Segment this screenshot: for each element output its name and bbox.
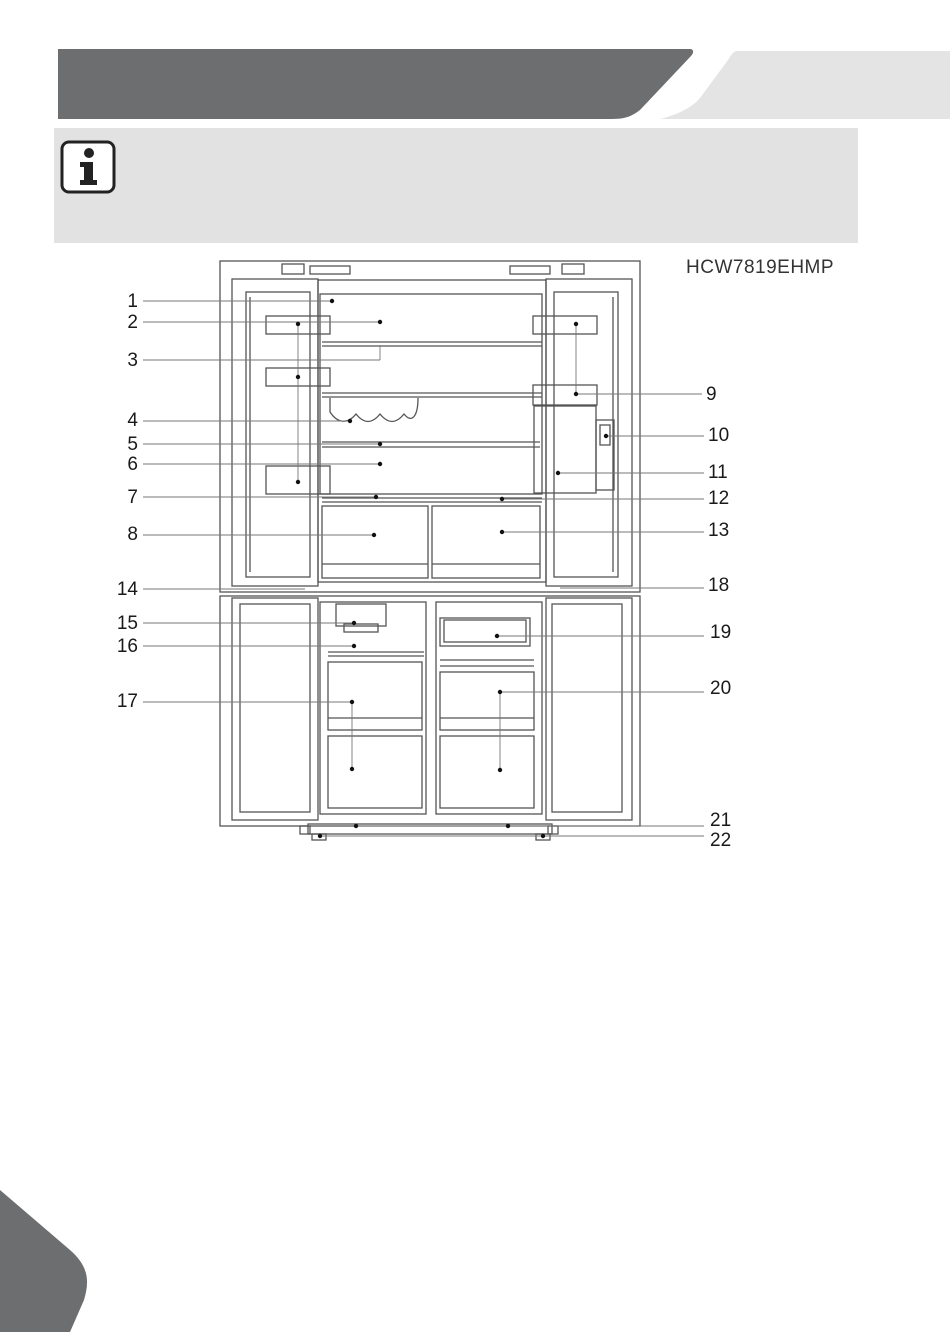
callout-13: 13: [708, 520, 730, 541]
callout-4: 4: [127, 410, 138, 431]
callout-5: 5: [127, 434, 138, 455]
callout-9: 9: [706, 384, 717, 405]
callout-18: 18: [708, 575, 730, 596]
callout-3: 3: [127, 350, 138, 371]
callout-10: 10: [708, 425, 730, 446]
callout-21: 21: [710, 810, 732, 831]
callout-12: 12: [708, 488, 730, 509]
callout-7: 7: [127, 487, 138, 508]
callout-22: 22: [710, 830, 732, 851]
callout-19: 19: [710, 622, 732, 643]
page-corner-decoration: [0, 1180, 100, 1332]
callout-15: 15: [116, 613, 138, 634]
callout-8: 8: [127, 524, 138, 545]
callout-6: 6: [127, 454, 138, 475]
callout-17: 17: [116, 691, 138, 712]
callout-11: 11: [708, 462, 728, 483]
model-label: HCW7819EHMP: [686, 257, 835, 278]
callout-20: 20: [710, 678, 732, 699]
callout-16: 16: [116, 636, 138, 657]
callout-14: 14: [116, 579, 138, 600]
callout-2: 2: [127, 312, 138, 333]
callout-1: 1: [127, 291, 138, 312]
